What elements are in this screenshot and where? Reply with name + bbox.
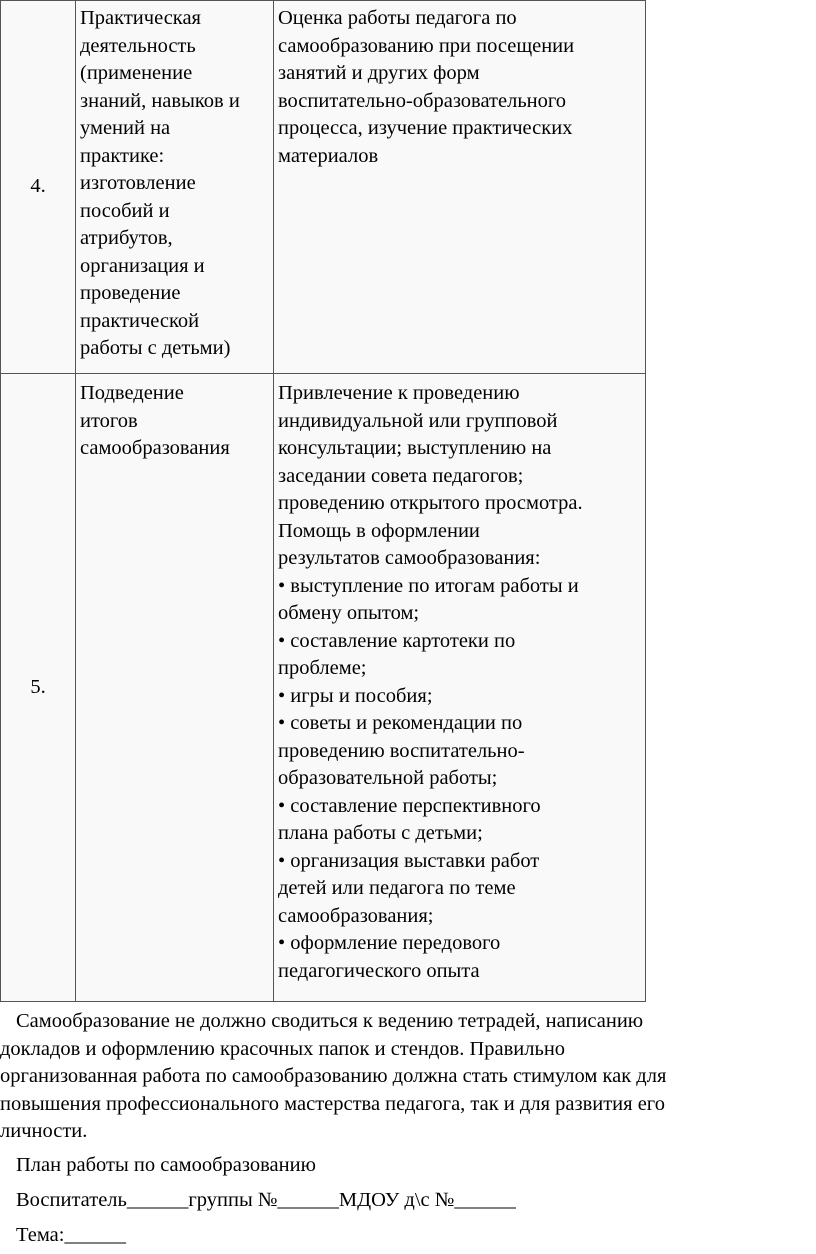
row-number: 4. bbox=[1, 1, 76, 374]
plan-topic-line: Тема:______ bbox=[16, 1224, 126, 1246]
description-line: • выступление по итогам работы и bbox=[278, 574, 579, 597]
paragraph-line: повышения профессионального мастерства педагога, так и для развития его bbox=[0, 1092, 665, 1115]
topic-line: организация и bbox=[80, 254, 205, 277]
description-line: самообразования; bbox=[278, 904, 434, 927]
description-line: Оценка работы педагога по bbox=[278, 7, 517, 29]
topic-line: проведение bbox=[80, 282, 181, 304]
paragraph-line: личности. bbox=[0, 1120, 88, 1142]
row-topic bbox=[76, 374, 274, 1002]
topic-line: практической bbox=[80, 309, 200, 332]
topic-line: Практическая bbox=[80, 7, 201, 29]
paragraph-line: Самообразование не должно сводиться к ведению тетрадей, написанию bbox=[16, 1010, 644, 1032]
paragraph-line: организованная работа по самообразованию должна стать стимулом как для bbox=[0, 1065, 667, 1087]
description-line: образовательной работы; bbox=[278, 767, 498, 789]
description-line: занятий и других форм bbox=[278, 62, 480, 84]
plan-title: План работы по самообразованию bbox=[16, 1154, 316, 1176]
description-line: индивидуальной или групповой bbox=[278, 409, 558, 432]
topic-line: практике: bbox=[80, 144, 165, 167]
plan-teacher-line: Воспитатель______группы №______МДОУ д\с №______ bbox=[16, 1189, 516, 1211]
description-line: заседании совета педагогов; bbox=[278, 464, 524, 487]
description-line: • составление перспективного bbox=[278, 794, 541, 817]
description-line: процесса, изучение практических bbox=[278, 117, 573, 139]
topic-line: пособий и bbox=[80, 199, 170, 222]
description-line: консультации; выступлению на bbox=[278, 437, 552, 459]
row-topic bbox=[76, 1, 274, 374]
description-line: плана работы с детьми; bbox=[278, 822, 483, 844]
topic-line: атрибутов, bbox=[80, 227, 173, 249]
description-line: детей или педагога по теме bbox=[278, 877, 516, 899]
description-line: воспитательно-образовательного bbox=[278, 89, 567, 112]
row-number: 5. bbox=[1, 374, 76, 1002]
topic-line: деятельность bbox=[80, 34, 196, 57]
topic-line: Подведение bbox=[80, 382, 184, 404]
topic-line: итогов bbox=[80, 409, 138, 432]
description-line: материалов bbox=[278, 144, 379, 167]
topic-line: знаний, навыков и bbox=[80, 89, 240, 112]
row-description bbox=[274, 1, 646, 374]
description-line: проблеме; bbox=[278, 657, 367, 679]
description-line: самообразованию при посещении bbox=[278, 34, 575, 57]
topic-line: работы с детьми) bbox=[80, 337, 231, 359]
description-line: проведению открытого просмотра. bbox=[278, 492, 583, 514]
body-paragraph bbox=[0, 1008, 810, 1146]
description-line: Привлечение к проведению bbox=[278, 382, 520, 404]
paragraph-line: докладов и оформлению красочных папок и стендов. Правильно bbox=[0, 1037, 566, 1060]
table-row bbox=[1, 1, 646, 374]
description-line: • организация выставки работ bbox=[278, 849, 540, 872]
topic-line: умений на bbox=[80, 117, 171, 139]
description-line: • игры и пособия; bbox=[278, 684, 433, 707]
description-line: • оформление передового bbox=[278, 932, 501, 954]
description-line: Помощь в оформлении bbox=[278, 519, 480, 542]
description-line: проведению воспитательно- bbox=[278, 739, 525, 762]
description-line: • составление картотеки по bbox=[278, 629, 516, 652]
description-line: • советы и рекомендации по bbox=[278, 712, 523, 734]
topic-line: изготовление bbox=[80, 172, 196, 194]
topic-line: самообразования bbox=[80, 437, 230, 459]
row-description bbox=[274, 374, 646, 1002]
description-line: обмену опытом; bbox=[278, 602, 420, 624]
description-line: педагогического опыта bbox=[278, 959, 480, 982]
description-line: результатов самообразования: bbox=[278, 547, 541, 569]
topic-line: (применение bbox=[80, 62, 193, 84]
table-row bbox=[1, 374, 646, 1002]
